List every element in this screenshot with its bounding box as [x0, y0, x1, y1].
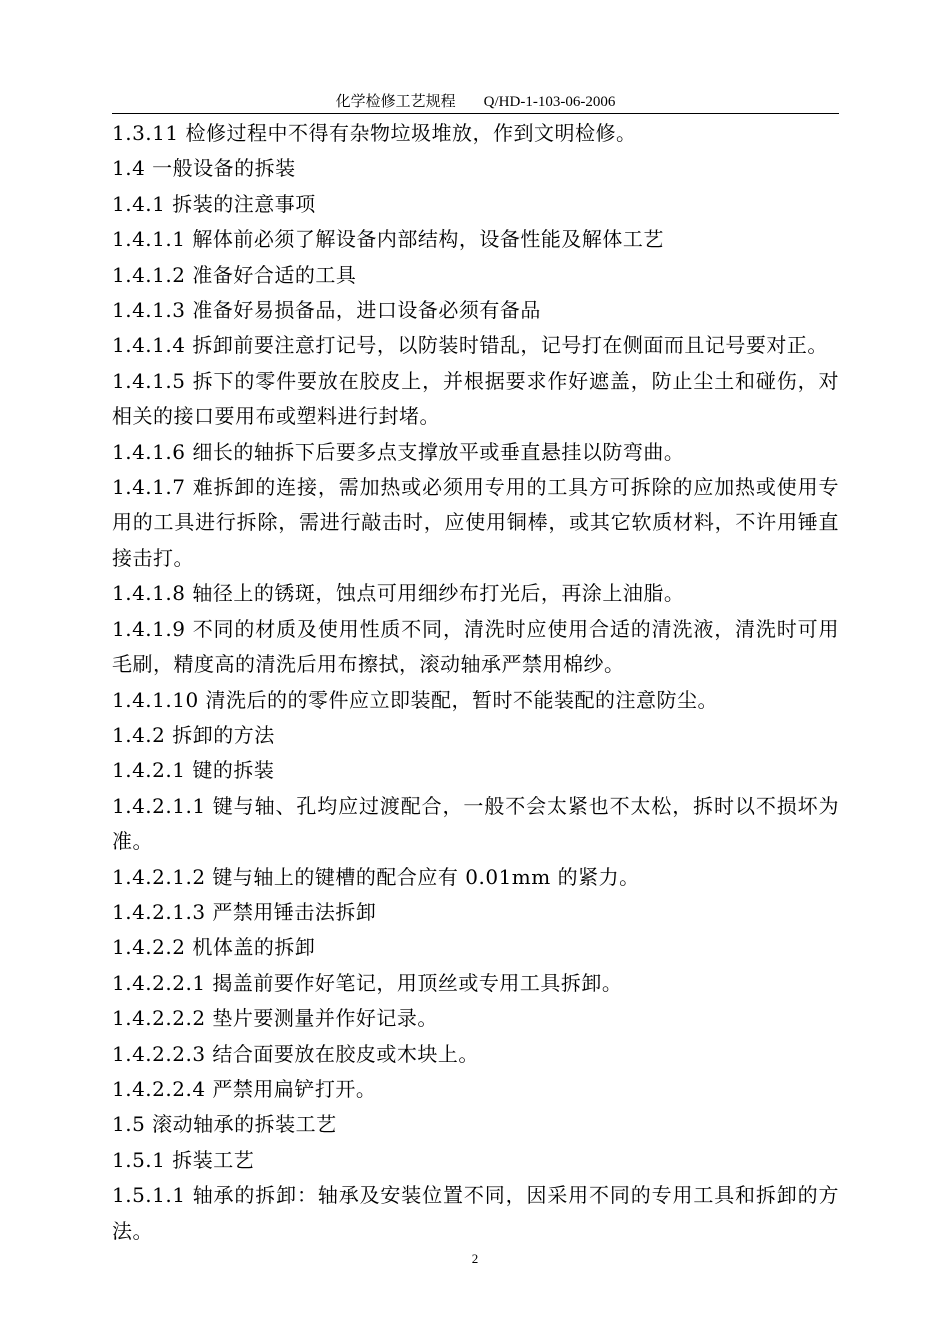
paragraph: 1.4.2.2.4 严禁用扁铲打开。	[112, 1076, 377, 1101]
paragraph: 1.4.1.6 细长的轴拆下后要多点支撑放平或垂直悬挂以防弯曲。	[112, 439, 685, 464]
paragraph: 1.4.1.7 难拆卸的连接，需加热或必须用专用的工具方可拆除的应加热或使用专用的工具进行拆除，需进行敲击时，应使用铜棒，或其它软质材料，不许用锤直接击打。	[112, 475, 839, 570]
paragraph: 1.4.1.2 准备好合适的工具	[112, 262, 357, 287]
section-heading: 1.4.2 拆卸的方法	[112, 722, 275, 747]
paragraph: 1.4.1.3 准备好易损备品，进口设备必须有备品	[112, 298, 541, 323]
paragraph: 1.4.1.5 拆下的零件要放在胶皮上，并根据要求作好遮盖，防止尘土和碰伤，对相关的接口要用布或塑料进行封堵。	[112, 368, 839, 429]
document-body	[112, 116, 839, 1249]
section-heading: 1.4.1 拆装的注意事项	[112, 191, 316, 216]
section-heading: 1.4.2.1 键的拆装	[112, 758, 275, 783]
document-title: 化学检修工艺规程	[335, 92, 456, 110]
paragraph: 1.4.2.1.3 严禁用锤击法拆卸	[112, 899, 377, 924]
paragraph: 1.5.1.1 轴承的拆卸：轴承及安装位置不同，因采用不同的专用工具和拆卸的方法。	[112, 1183, 839, 1243]
paragraph: 1.3.11 检修过程中不得有杂物垃圾堆放，作到文明检修。	[112, 121, 637, 145]
paragraph: 1.4.2.2.3 结合面要放在胶皮或木块上。	[112, 1041, 479, 1066]
section-heading: 1.5 滚动轴承的拆装工艺	[112, 1112, 337, 1137]
paragraph: 1.4.2.2.2 垫片要测量并作好记录。	[112, 1006, 438, 1031]
section-heading: 1.4.2.2 机体盖的拆卸	[112, 935, 316, 960]
paragraph: 1.4.1.9 不同的材质及使用性质不同，清洗时应使用合适的清洗液，清洗时可用毛刷，精度高的清洗后用布擦拭，滚动轴承严禁用棉纱。	[112, 616, 839, 677]
paragraph: 1.4.2.1.1 键与轴、孔均应过渡配合，一般不会太紧也不太松，拆时以不损坏为准。	[112, 793, 839, 854]
paragraph: 1.4.2.1.2 键与轴上的键槽的配合应有 0.01mm 的紧力。	[112, 864, 640, 889]
paragraph: 1.4.1.10 清洗后的的零件应立即装配，暂时不能装配的注意防尘。	[112, 687, 719, 712]
document-code: Q/HD-1-103-06-2006	[483, 94, 616, 110]
section-heading: 1.4 一般设备的拆装	[112, 156, 296, 181]
paragraph: 1.4.2.2.1 揭盖前要作好笔记，用顶丝或专用工具拆卸。	[112, 970, 623, 995]
section-heading: 1.5.1 拆装工艺	[112, 1147, 255, 1172]
page-number: 2	[471, 1251, 479, 1266]
header-rule	[112, 113, 839, 114]
paragraph: 1.4.1.8 轴径上的锈斑，蚀点可用细纱布打光后，再涂上油脂。	[112, 581, 685, 606]
page-header	[112, 90, 839, 112]
paragraph: 1.4.1.4 拆卸前要注意打记号，以防装时错乱，记号打在侧面而且记号要对正。	[112, 333, 828, 358]
paragraph: 1.4.1.1 解体前必须了解设备内部结构，设备性能及解体工艺	[112, 227, 664, 252]
